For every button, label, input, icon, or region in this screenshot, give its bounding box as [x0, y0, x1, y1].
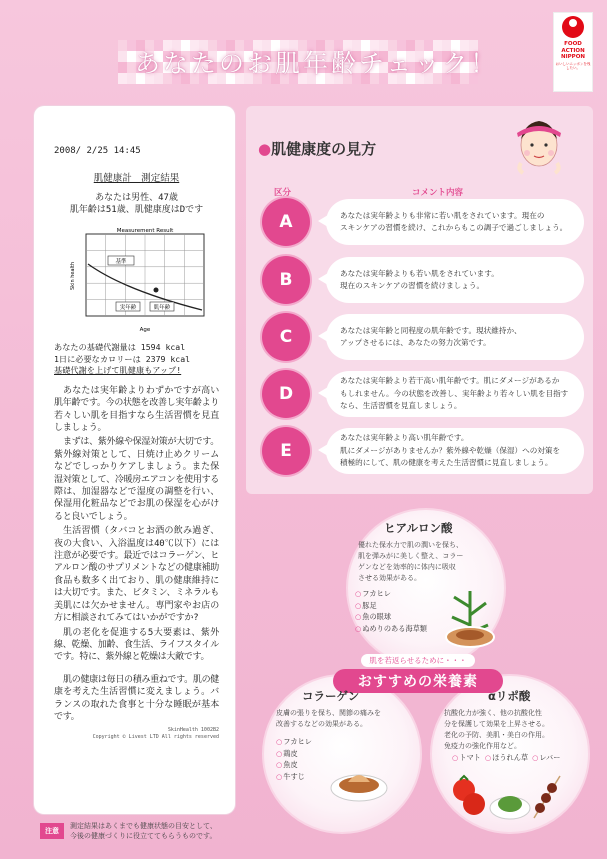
- measurement-receipt: [34, 106, 235, 814]
- caution-note: [40, 813, 250, 849]
- measurement-graph: [64, 226, 214, 336]
- logo-line2: ACTION: [561, 47, 585, 54]
- graph-you-label: 実年齢: [119, 305, 137, 311]
- comment-line: 肌にダメージがありませんか？紫外線や乾燥（保湿）への対策を: [340, 445, 561, 455]
- graph-user-point: [154, 288, 159, 293]
- logo-line1: FOOD: [564, 41, 582, 47]
- comment-line: あなたは実年齢と同程度の肌年齢です。現状維持か、: [340, 325, 522, 335]
- food-item: ○ レバー: [532, 752, 560, 764]
- receipt-paper: [54, 146, 219, 741]
- col-grade: 区分: [274, 188, 292, 198]
- grade-d-comment: [326, 371, 584, 417]
- comment-line: あなたは実年齢よりも非常に若い肌をされています。現在の: [340, 210, 545, 220]
- seaweed-soup-illustration: [440, 585, 505, 650]
- graph-ylabel: Skin health: [70, 261, 76, 291]
- logo-line3: NIPPON: [561, 54, 585, 60]
- receipt-paragraph-5: 肌の健康は毎日の積み重ねです。肌の健康を考えた生活習慣に変えましょう。バランスの取れた食事と十分な睡眠が基本です。: [54, 674, 219, 722]
- food-item: ○ 牛すじ: [276, 772, 305, 781]
- grade-b-comment: [326, 257, 584, 303]
- checker-cell: [118, 51, 127, 62]
- grade-e-badge: E: [262, 427, 310, 475]
- food-item: ○ ほうれん草: [485, 752, 528, 764]
- grade-a-badge: A: [262, 198, 310, 246]
- food-item: ○ 鶏皮: [276, 749, 298, 758]
- lipoic-desc: 抗酸化力が強く、他の抗酸化性 分を保護して効果を上昇させる。 老化の予防、美肌・美白の作用。 免疫力の強化作用など。: [444, 709, 549, 750]
- caution-text-2: 今後の健康づくりに役立ててもらうものです。: [70, 832, 217, 840]
- receipt-footer: SkinHealth 1002B2 Copyright © Livest LTD All rights reserved: [92, 727, 219, 741]
- lipoic-foods: [452, 752, 560, 764]
- graph-svg: [64, 226, 214, 336]
- grade-a-comment: [326, 199, 584, 245]
- grade-c-badge: C: [262, 313, 310, 361]
- comment-line: 現在のスキンケアの習慣を続けましょう。: [340, 281, 485, 290]
- woman-face-illustration: [509, 111, 569, 181]
- receipt-metab1: あなたの基礎代謝量は 1594 kcal: [54, 342, 186, 352]
- hyaluronic-title: ヒアルロン酸: [384, 521, 453, 535]
- comment-line: あなたは実年齢より若干高い肌年齢です。肌にダメージがあるか: [340, 376, 560, 386]
- recommended-nutrients-banner: [333, 648, 503, 688]
- hyaluronic-foods: [355, 588, 427, 634]
- comment-line: あなたは実年齢よりも若い肌をされています。: [340, 268, 499, 278]
- page-title: あなたのお肌年齢チェック！: [135, 49, 499, 78]
- shark-fin-soup-illustration: [328, 760, 390, 804]
- grade-e-comment: [326, 428, 584, 474]
- skin-health-guide: [246, 106, 593, 494]
- collagen-title: コラーゲン: [302, 689, 360, 703]
- banner-main: おすすめの栄養素: [333, 669, 503, 693]
- receipt-date: 2008/ 2/25 14:45: [54, 146, 141, 156]
- food-item: ○ 魚の眼球: [355, 612, 391, 621]
- lipoic-title: αリポ酸: [488, 689, 531, 703]
- comment-line: スキンケアの習慣を続け、これからもこの調子で過ごしましょう。: [340, 223, 568, 232]
- food-item: ○ 豚足: [355, 601, 377, 610]
- hyaluronic-desc: 優れた保水力で肌の潤いを保ち、 肌を弾みがに美しく整え、コラー ゲンなどを効率的に体内に吸収 させる効果がある。: [358, 541, 464, 582]
- receipt-profile: あなたは男性、47歳: [95, 193, 178, 203]
- food-item: ○ ぬめりのある海草類: [355, 624, 427, 633]
- food-item: ○ フカヒレ: [355, 589, 391, 598]
- checker-cell: [118, 40, 127, 51]
- checker-cell: [118, 62, 127, 73]
- food-item: ○ 魚皮: [276, 760, 298, 769]
- comment-line: もしれません。今の状態を改善し、実年齢より若々しい肌を目指す: [340, 388, 569, 398]
- graph-xlabel: Age: [139, 327, 151, 333]
- graph-title: Measurement Result: [116, 228, 174, 234]
- collagen-desc: 皮膚の張りを保ち、関節の痛みを 改善するなどの効果がある。: [276, 709, 381, 728]
- comment-line: アップさせるには、あなたの努力次第です。: [340, 338, 491, 347]
- col-comment: コメント内容: [412, 188, 464, 198]
- receipt-paragraph-4: 肌の老化を促進する5大要素は、紫外線、乾燥、加齢、食生活、ライフスタイルです。特に、紫外線と乾燥は大敵です。: [54, 627, 219, 663]
- food-action-nippon-logo: [553, 12, 593, 92]
- food-item: ○ フカヒレ: [276, 737, 312, 746]
- receipt-paragraph-3: 生活習慣（タバコとお酒の飲み過ぎ、夜の大食い、入浴温度は40℃以下）には注意が必要です。最近ではコラーゲン、ヒアルロン酸のサプリメントなどの健康補助食品も数多く出ており、肌の健康維持には大切です。また、ビタミン、ミネラルも美肌には欠かせません。専門家やお店の方に相談されてみてはいかがですか?: [54, 526, 219, 624]
- caution-badge: 注意: [40, 823, 64, 839]
- graph-skin-label: 肌年齢: [153, 305, 171, 311]
- comment-line: あなたは実年齢より高い肌年齢です。: [340, 433, 469, 443]
- logo-icon: [562, 16, 584, 38]
- comment-line: 積極的にして、肌の健康を考えた生活習慣に見直しましょう。: [340, 458, 553, 468]
- grade-d-badge: D: [262, 370, 310, 418]
- receipt-paragraph-2: まずは、紫外線や保湿対策が大切です。紫外線対策として、日焼け止めクリームなどでしっかりケアしましょう。また保湿対策として、冷暖房エアコンを使用する際は、加湿器などで湿度の調整を行い、保湿用化粧品などでお肌の保湿を心がけると良いでしょう。: [54, 437, 219, 522]
- banner-sub: 肌を若返らせるために・・・: [361, 654, 474, 667]
- caution-text-1: 測定結果はあくまでも健康状態の目安として、: [70, 822, 217, 830]
- guide-bullet-icon: ●: [258, 140, 272, 158]
- receipt-skin-age: 肌年齢は51歳、肌健康度はDです: [69, 205, 204, 215]
- guide-title: ●肌健康度の見方: [258, 140, 377, 158]
- logo-sub: おいしいニッポンを残したい。: [555, 61, 591, 70]
- comment-line: なら、生活習慣を見直しましょう。: [340, 401, 462, 411]
- grade-c-comment: [326, 314, 584, 360]
- header: [0, 0, 607, 100]
- tomato-spinach-liver-illustration: [450, 768, 570, 824]
- receipt-metab2: 1日に必要なカロリーは 2379 kcal: [54, 353, 191, 364]
- checker-cell: [118, 73, 127, 84]
- receipt-metab3: 基礎代謝を上げて肌健康もアップ!: [54, 365, 182, 376]
- graph-std-label: 基準: [115, 259, 127, 265]
- grade-b-badge: B: [262, 256, 310, 304]
- food-item: ○ トマト: [452, 752, 481, 764]
- receipt-heading: 肌健康計 測定結果: [93, 173, 180, 184]
- collagen-foods: [276, 736, 312, 782]
- receipt-paragraph-1: あなたは実年齢よりわずかですが高い肌年齢です。今の状態を改善し実年齢より若々しい肌を目指すなら生活習慣を見直しましょう。: [54, 385, 219, 433]
